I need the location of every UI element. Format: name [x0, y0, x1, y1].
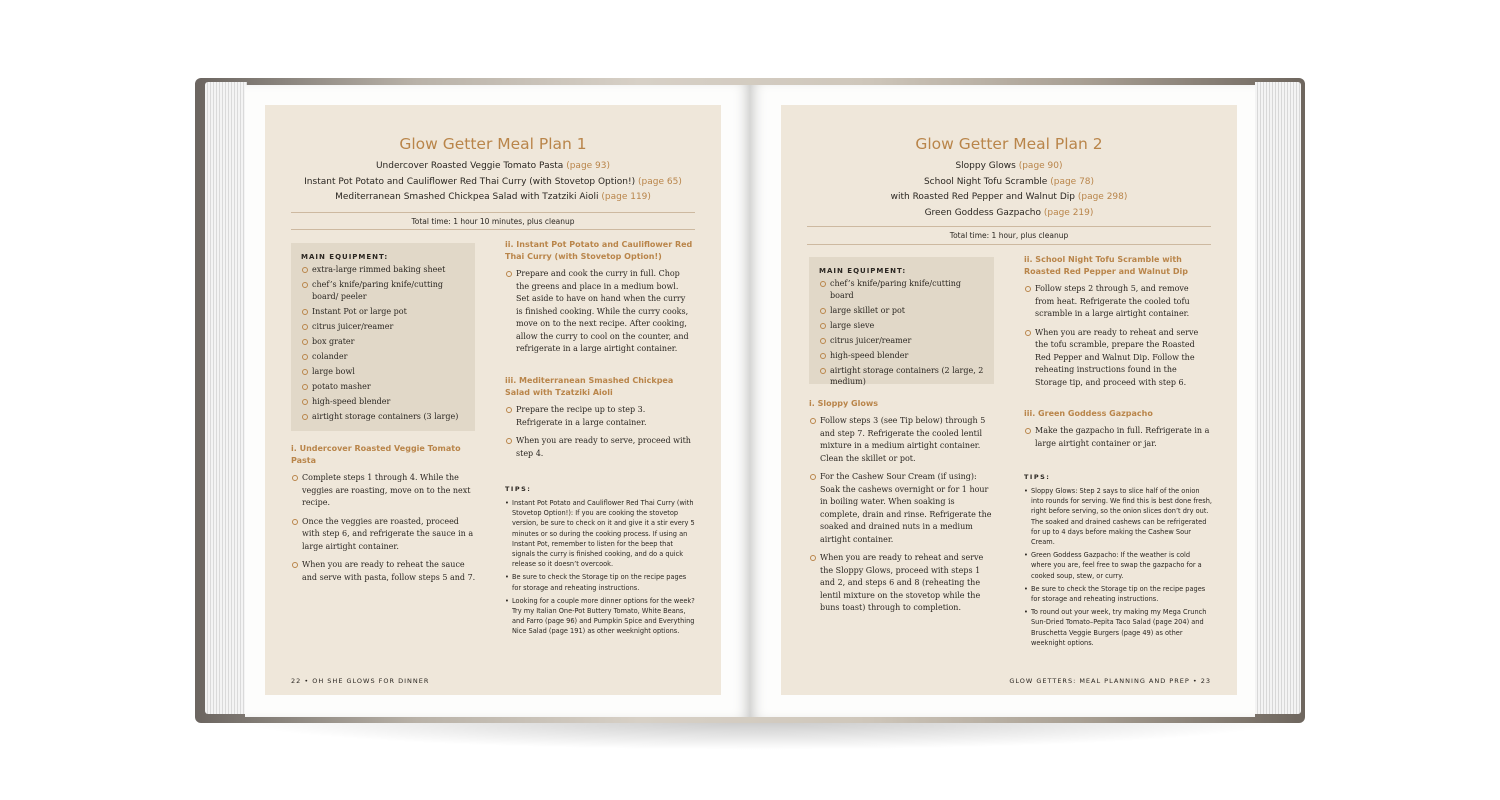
divider — [291, 229, 695, 230]
section-heading: ii. Instant Pot Potato and Cauliflower Red Thai Curry (with Stovetop Option!) — [505, 240, 693, 261]
list-item: large skillet or pot — [819, 305, 986, 317]
tips-title: TIPS: — [505, 485, 532, 493]
step-item: Once the veggies are roasted, proceed with step 6, and refrigerate the sauce in a large airtight container. — [291, 516, 476, 554]
right-page — [750, 85, 1255, 717]
list-item: citrus juicer/reamer — [819, 335, 986, 347]
section-2 — [505, 239, 693, 362]
page-footer: GLOW GETTERS: MEAL PLANNING AND PREP • 23 — [1009, 677, 1211, 685]
list-item: extra-large rimmed baking sheet — [301, 264, 467, 276]
meal-plan-2-panel — [781, 105, 1237, 695]
equipment-box — [291, 243, 475, 431]
page-ref: (page 298) — [1077, 192, 1128, 202]
step-item: Prepare and cook the curry in full. Chop the greens and place in a medium bowl. Set aside to have on hand when the curry is finished cooking. While the curry cooks, move on to the next recipe. After cooking, allow the curry to cool on the counter, and refrigerate in a large airtight container. — [505, 268, 693, 356]
step-item: Follow steps 2 through 5, and remove from heat. Refrigerate the cooled tofu scramble in a large airtight container. — [1024, 283, 1210, 321]
recipe-line: Sloppy Glows (page 90) — [955, 161, 1063, 171]
step-item: Make the gazpacho in full. Refrigerate in a large airtight container or jar. — [1024, 425, 1210, 450]
section-1 — [291, 443, 476, 590]
section-heading: i. Sloppy Glows — [809, 399, 878, 408]
tips-section — [505, 485, 695, 640]
list-item: airtight storage containers (2 large, 2 medium) — [819, 365, 986, 388]
page-ref: (page 93) — [566, 161, 611, 171]
list-item: high-speed blender — [819, 350, 986, 362]
tips-title: TIPS: — [1024, 473, 1051, 481]
left-page — [245, 85, 750, 717]
step-item: Follow steps 3 (see Tip below) through 5 and step 7. Refrigerate the cooled lentil mixture in a medium airtight container. Clean the skillet or pot. — [809, 415, 996, 465]
recipe-line: Green Goddess Gazpacho (page 219) — [924, 207, 1094, 218]
section-2 — [1024, 254, 1210, 395]
total-time: Total time: 1 hour, plus cleanup — [949, 231, 1069, 240]
tip-item: • Looking for a couple more dinner options for the week? Try my Italian One-Pot Buttery Tomato, White Beans, and Farro (page 96) and Pumpkin Spice and Everything Nice Salad (page 191) as other weeknight options. — [505, 596, 695, 637]
page-footer: 22 • OH SHE GLOWS FOR DINNER — [291, 677, 430, 685]
step-item: Complete steps 1 through 4. While the veggies are roasting, move on to the next recipe. — [291, 472, 476, 510]
list-item: citrus juicer/reamer — [301, 321, 467, 333]
recipe-list — [781, 159, 1237, 221]
section-heading: iii. Green Goddess Gazpacho — [1024, 409, 1153, 418]
recipe-line: with Roasted Red Pepper and Walnut Dip (page 298) — [890, 192, 1128, 202]
recipe-line: Instant Pot Potato and Cauliflower Red Thai Curry (with Stovetop Option!) (page 65) — [304, 176, 682, 187]
page-title: Glow Getter Meal Plan 1 — [399, 135, 587, 153]
recipe-line: School Night Tofu Scramble (page 78) — [923, 176, 1095, 187]
list-item: colander — [301, 351, 467, 363]
equipment-title: MAIN EQUIPMENT: — [819, 267, 907, 275]
tips-section — [1024, 473, 1212, 651]
page-ref: (page 78) — [1050, 176, 1095, 187]
divider — [807, 226, 1211, 227]
step-item: When you are ready to reheat the sauce and serve with pasta, follow steps 5 and 7. — [291, 559, 476, 584]
recipe-line: Mediterranean Smashed Chickpea Salad with Tzatziki Aioli (page 119) — [335, 192, 651, 202]
tip-item: • Be sure to check the Storage tip on the recipe pages for storage and reheating instructions. — [1024, 584, 1212, 604]
section-1 — [809, 398, 996, 621]
list-item: potato masher — [301, 381, 467, 393]
tip-item: • To round out your week, try making my Mega Crunch Sun-Dried Tomato–Pepita Taco Salad (page 204) and Bruschetta Veggie Burgers (page 49) as other weeknight options. — [1024, 607, 1212, 648]
tip-item: • Be sure to check the Storage tip on the recipe pages for storage and reheating instructions. — [505, 572, 695, 592]
page-ref: (page 119) — [601, 192, 651, 202]
section-3 — [505, 375, 693, 466]
tip-item: • Sloppy Glows: Step 2 says to slice half of the onion into rounds for serving. We find this is best done fresh, right before serving, so the onion slices don’t dry out. The soaked and drained cashews can be refrigerated for up to 4 days before making the Cashew Sour Cream. — [1024, 486, 1212, 547]
list-item: chef’s knife/paring knife/cutting board/ peeler — [301, 279, 467, 302]
step-item: For the Cashew Sour Cream (if using): Soak the cashews overnight or for 1 hour in boiling water. When soaking is complete, drain and rinse. Refrigerate the soaked and drained nuts in a medium airtight container. — [809, 471, 996, 546]
section-3 — [1024, 408, 1210, 456]
page-ref: (page 65) — [638, 176, 682, 187]
step-item: Prepare the recipe up to step 3. Refrigerate in a large container. — [505, 404, 693, 429]
list-item: Instant Pot or large pot — [301, 306, 467, 318]
list-item: chef’s knife/paring knife/cutting board — [819, 278, 986, 301]
list-item: large bowl — [301, 366, 467, 378]
list-item: high-speed blender — [301, 396, 467, 408]
page-ref: (page 219) — [1043, 207, 1094, 218]
tip-item: • Green Goddess Gazpacho: If the weather is cold where you are, feel free to swap the gazpacho for a cooked soup, stew, or curry. — [1024, 550, 1212, 581]
equipment-box — [809, 257, 994, 384]
section-heading: iii. Mediterranean Smashed Chickpea Salad with Tzatziki Aioli — [505, 376, 674, 397]
divider — [291, 212, 695, 213]
page-ref: (page 90) — [1018, 161, 1063, 171]
section-heading: ii. School Night Tofu Scramble with Roasted Red Pepper and Walnut Dip — [1024, 255, 1188, 276]
meal-plan-1-panel — [265, 105, 721, 695]
divider — [807, 244, 1211, 245]
tip-item: • Instant Pot Potato and Cauliflower Red Thai Curry (with Stovetop Option!): If you are cooking the stovetop version, be sure to check on it and give it a stir every 5 minutes or so during the cooking process. If using an Instant Pot, remember to listen for the beep that signals the curry is finished cooking, and do a quick release so it doesn’t overcook. — [505, 498, 695, 569]
step-item: When you are ready to serve, proceed with step 4. — [505, 435, 693, 460]
recipe-line: Undercover Roasted Veggie Tomato Pasta (page 93) — [375, 161, 611, 171]
list-item: large sieve — [819, 320, 986, 332]
equipment-title: MAIN EQUIPMENT: — [301, 253, 389, 261]
page-edges-left — [205, 82, 247, 714]
page-edges-right — [1255, 82, 1301, 714]
section-heading: i. Undercover Roasted Veggie Tomato Pasta — [291, 444, 461, 465]
list-item: box grater — [301, 336, 467, 348]
recipe-list — [265, 159, 721, 206]
page-title: Glow Getter Meal Plan 2 — [915, 135, 1103, 153]
total-time: Total time: 1 hour 10 minutes, plus cleanup — [411, 217, 575, 226]
list-item: airtight storage containers (3 large) — [301, 411, 467, 423]
step-item: When you are ready to reheat and serve the tofu scramble, prepare the Roasted Red Pepper and Walnut Dip. Follow the reheating instructions found in the Storage tip, and proceed with step 6. — [1024, 327, 1210, 390]
step-item: When you are ready to reheat and serve the Sloppy Glows, proceed with steps 1 and 2, and steps 6 and 8 (reheating the lentil mixture on the stovetop while the buns toast) through to completion. — [809, 552, 996, 615]
